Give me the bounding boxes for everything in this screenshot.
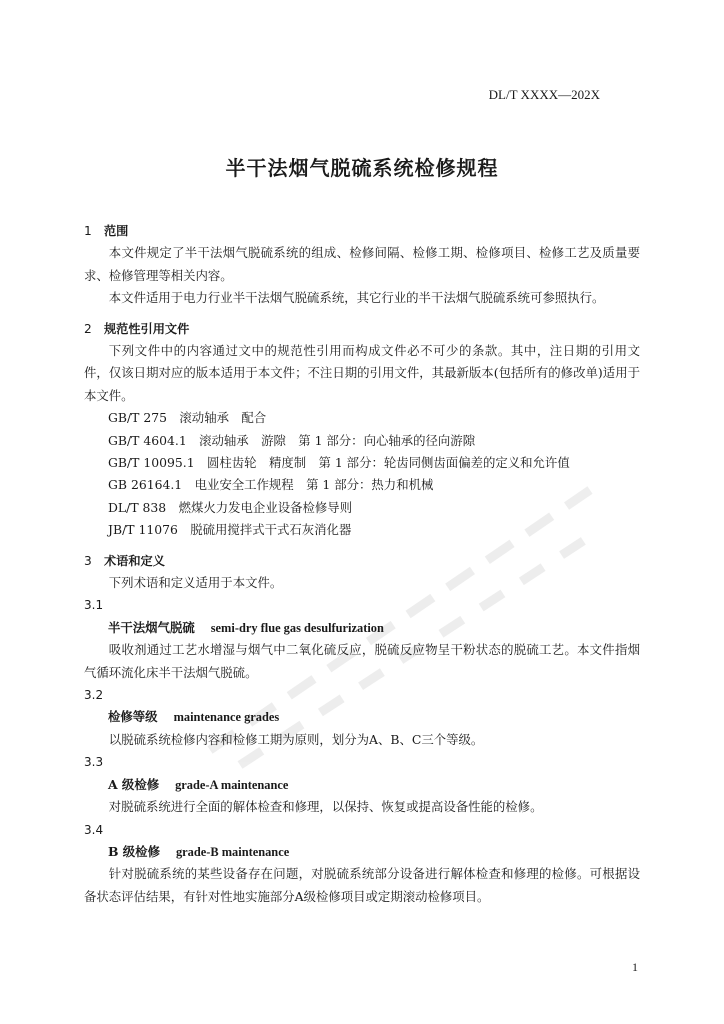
term-number: 3.3 — [84, 755, 104, 770]
term-number: 3.1 — [84, 598, 104, 613]
reference-item: GB/T 10095.1 圆柱齿轮 精度制 第 1 部分：轮齿同侧齿面偏差的定义和允许值 — [108, 455, 570, 471]
document-body — [84, 220, 640, 908]
term-number: 3.4 — [84, 822, 104, 837]
reference-item: DL/T 838 燃煤火力发电企业设备检修导则 — [108, 499, 353, 515]
paragraph: 本文件规定了半干法烟气脱硫系统的组成、检修间隔、检修工期、检修项目、检修工艺及质量要求、检修管理等相关内容。 — [84, 245, 640, 283]
reference-item: GB/T 4604.1 滚动轴承 游隙 第 1 部分：向心轴承的径向游隙 — [108, 432, 476, 448]
term-title: 检修等级 maintenance grades — [108, 709, 280, 725]
reference-item: JB/T 11076 脱硫用搅拌式干式石灰消化器 — [108, 522, 352, 538]
page-number: 1 — [632, 960, 638, 974]
page-title: 半干法烟气脱硫系统检修规程 — [225, 156, 499, 180]
section-heading-1: 1 范围 — [84, 224, 129, 238]
term-number: 3.2 — [84, 688, 104, 703]
section-heading-3: 3 术语和定义 — [84, 553, 165, 568]
term-definition: 针对脱硫系统的某些设备存在问题，对脱硫系统部分设备进行解体检查和修理的检修。可根据设备状态评估结果，有针对性地实施部分A级检修项目或定期滚动检修项目。 — [84, 866, 640, 904]
document-number: DL/T XXXX—202X — [488, 87, 600, 102]
reference-item: GB 26164.1 电业安全工作规程 第 1 部分：热力和机械 — [108, 477, 434, 493]
reference-item: GB/T 275 滚动轴承 配合 — [108, 410, 267, 426]
term-definition: 以脱硫系统检修内容和检修工期为原则，划分为A、B、C三个等级。 — [108, 731, 484, 747]
section-heading-2: 2 规范性引用文件 — [84, 321, 190, 336]
paragraph: 下列文件中的内容通过文中的规范性引用而构成文件必不可少的条款。其中，注日期的引用文件，仅该日期对应的版本适用于本文件；不注日期的引用文件，其最新版本(包括所有的修改单)适用于本文件。 — [84, 343, 640, 403]
term-definition: 对脱硫系统进行全面的解体检查和修理，以保持、恢复或提高设备性能的检修。 — [108, 799, 543, 815]
term-title: B 级检修 grade-B maintenance — [108, 843, 290, 859]
term-definition: 吸收剂通过工艺水增湿与烟气中二氧化硫反应，脱硫反应物呈干粉状态的脱硫工艺。本文件指烟气循环流化床半干法烟气脱硫。 — [84, 642, 640, 680]
term-title: A 级检修 grade-A maintenance — [108, 776, 289, 792]
term-title: 半干法烟气脱硫 semi-dry flue gas desulfurization — [108, 619, 384, 635]
paragraph: 下列术语和定义适用于本文件。 — [108, 575, 283, 591]
paragraph: 本文件适用于电力行业半干法烟气脱硫系统，其它行业的半干法烟气脱硫系统可参照执行。 — [108, 290, 605, 306]
